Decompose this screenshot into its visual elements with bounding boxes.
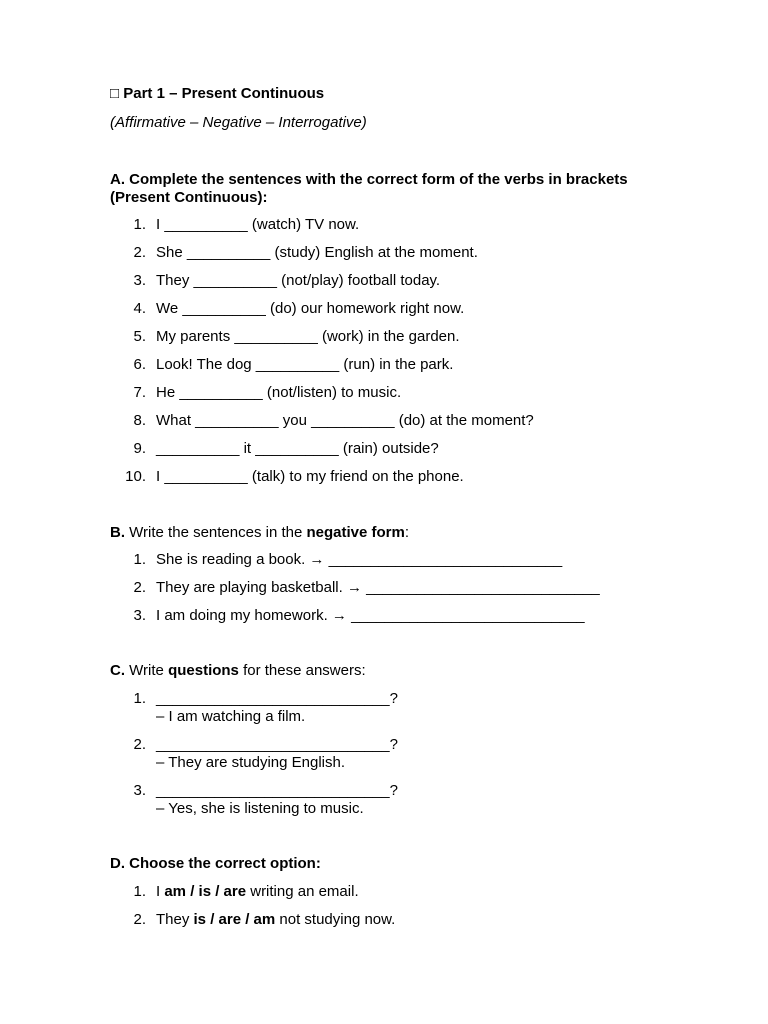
- item-number: 3.: [133, 782, 146, 799]
- item-number: 3.: [133, 272, 146, 289]
- heading-text: Write: [125, 662, 169, 679]
- option-choices: is / are / am: [193, 911, 276, 928]
- heading-text: :: [404, 524, 410, 541]
- list-item: [110, 300, 670, 318]
- question-blank: ____________________________?: [156, 782, 398, 799]
- list-item: [110, 690, 670, 726]
- item-number: 7.: [133, 384, 146, 401]
- question-blank: ____________________________?: [156, 736, 398, 753]
- section-c-list: [110, 690, 670, 818]
- title-text: Part 1 – Present Continuous: [123, 85, 325, 102]
- item-text: I am doing my homework. → ____________________________: [156, 607, 585, 624]
- item-text: My parents __________ (work) in the garden.: [156, 328, 460, 345]
- item-number: 3.: [133, 607, 146, 624]
- list-item: [110, 579, 670, 597]
- list-item: [110, 412, 670, 430]
- item-number: 2.: [133, 911, 146, 928]
- item-text: She __________ (study) English at the moment.: [156, 244, 478, 261]
- checkbox-icon: □: [110, 85, 120, 102]
- item-number: 1.: [133, 216, 146, 233]
- heading-emphasis: negative form: [306, 524, 405, 541]
- list-item: [110, 244, 670, 262]
- section-d-list: [110, 883, 670, 929]
- item-text: writing an email.: [246, 883, 359, 900]
- item-text: They __________ (not/play) football today.: [156, 272, 441, 289]
- item-number: 1.: [133, 551, 146, 568]
- item-text: not studying now.: [275, 911, 396, 928]
- item-text: They are playing basketball. → ____________________________: [156, 579, 600, 596]
- item-text: He __________ (not/listen) to music.: [156, 384, 402, 401]
- item-text: They: [156, 911, 194, 928]
- heading-text: Write the sentences in the: [125, 524, 307, 541]
- list-item: [110, 328, 670, 346]
- item-text: Look! The dog __________ (run) in the park.: [156, 356, 454, 373]
- worksheet-subtitle: (Affirmative – Negative – Interrogative): [110, 114, 367, 131]
- item-number: 4.: [133, 300, 146, 317]
- heading-emphasis: questions: [168, 662, 239, 679]
- list-item: [110, 736, 670, 772]
- section-a-heading: A. Complete the sentences with the correct form of the verbs in brackets (Present Continuous):: [110, 171, 628, 206]
- list-item: [110, 911, 670, 929]
- section-b-heading: [110, 524, 670, 542]
- item-text: I __________ (watch) TV now.: [156, 216, 360, 233]
- list-item: [110, 384, 670, 402]
- item-number: 5.: [133, 328, 146, 345]
- item-number: 1.: [133, 883, 146, 900]
- option-choices: am / is / are: [164, 883, 247, 900]
- given-answer: – I am watching a film.: [156, 708, 306, 725]
- section-d-heading: D. Choose the correct option:: [110, 855, 321, 872]
- item-text: I __________ (talk) to my friend on the phone.: [156, 468, 464, 485]
- worksheet-title: [110, 84, 670, 104]
- given-answer: – Yes, she is listening to music.: [156, 800, 364, 817]
- list-item: [110, 440, 670, 458]
- question-blank: ____________________________?: [156, 690, 398, 707]
- list-item: [110, 216, 670, 234]
- list-item: [110, 551, 670, 569]
- list-item: [110, 356, 670, 374]
- item-number: 6.: [133, 356, 146, 373]
- section-letter: C.: [110, 662, 125, 679]
- section-letter: B.: [110, 524, 125, 541]
- list-item: [110, 883, 670, 901]
- given-answer: – They are studying English.: [156, 754, 346, 771]
- item-text: We __________ (do) our homework right now.: [156, 300, 465, 317]
- item-number: 1.: [133, 690, 146, 707]
- item-number: 10.: [125, 468, 146, 485]
- item-text: She is reading a book. → ____________________________: [156, 551, 563, 568]
- item-number: 8.: [133, 412, 146, 429]
- item-number: 2.: [133, 244, 146, 261]
- item-number: 9.: [133, 440, 146, 457]
- item-number: 2.: [133, 579, 146, 596]
- item-text: __________ it __________ (rain) outside?: [156, 440, 439, 457]
- worksheet: [110, 84, 670, 929]
- item-text: What __________ you __________ (do) at the moment?: [156, 412, 534, 429]
- section-a-list: [110, 216, 670, 486]
- list-item: [110, 468, 670, 486]
- list-item: [110, 782, 670, 818]
- list-item: [110, 272, 670, 290]
- heading-text: for these answers:: [238, 662, 366, 679]
- section-c-heading: [110, 662, 670, 680]
- item-text: I: [156, 883, 165, 900]
- item-number: 2.: [133, 736, 146, 753]
- section-b-list: [110, 551, 670, 625]
- list-item: [110, 607, 670, 625]
